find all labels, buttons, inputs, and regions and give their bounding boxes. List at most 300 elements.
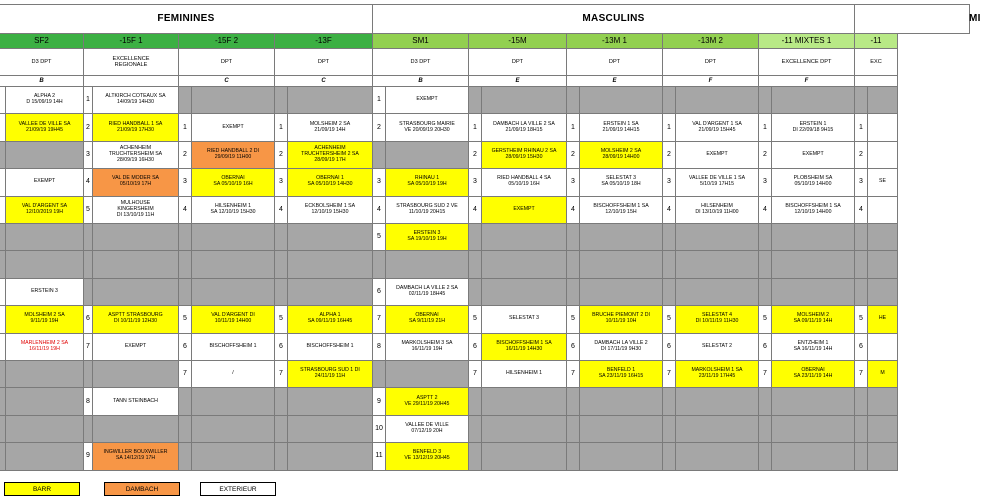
match-cell: RIED HANDBALL 1 SA 21/09/19 17H30 bbox=[93, 114, 179, 141]
round-number bbox=[373, 142, 386, 169]
round-number: 5 bbox=[469, 306, 482, 333]
match-cell: ERSTEIN 3 bbox=[6, 279, 84, 306]
match-cell bbox=[676, 388, 759, 415]
round-number bbox=[567, 87, 580, 114]
round-number bbox=[275, 416, 288, 443]
match-cell: BISCHOFFSHEIM 1 SA 12/10/19 14H00 bbox=[772, 197, 855, 224]
round-number bbox=[567, 279, 580, 306]
match-cell bbox=[482, 443, 567, 470]
match-cell bbox=[772, 388, 855, 415]
match-cell bbox=[868, 334, 898, 361]
round-number: 5 bbox=[567, 306, 580, 333]
match-cell bbox=[192, 87, 275, 114]
round-number: 1 bbox=[373, 87, 386, 114]
level-header: DPT bbox=[567, 49, 663, 76]
match-cell bbox=[580, 251, 663, 278]
match-cell bbox=[676, 251, 759, 278]
match-cell bbox=[772, 443, 855, 470]
round-number bbox=[84, 224, 93, 251]
match-cell: ALTKIRCH COTEAUX SA 14/09/19 14H30 bbox=[93, 87, 179, 114]
match-cell: BRUCHE PIEMONT 2 DI 10/11/19 10H bbox=[580, 306, 663, 333]
match-cell bbox=[482, 224, 567, 251]
match-cell: STRASBOURG SUD 1 DI 24/11/19 11H bbox=[288, 361, 373, 388]
match-cell: ERSTEIN 1 DI 22/09/18 9H15 bbox=[772, 114, 855, 141]
match-cell bbox=[580, 279, 663, 306]
round-number bbox=[567, 416, 580, 443]
round-number: 4 bbox=[567, 197, 580, 224]
round-number: 6 bbox=[759, 334, 772, 361]
match-cell bbox=[772, 224, 855, 251]
match-cell: SELESTAT 4 DI 10/11/19 11H30 bbox=[676, 306, 759, 333]
round-number: 5 bbox=[855, 306, 868, 333]
round-number bbox=[179, 87, 192, 114]
round-number: 7 bbox=[469, 361, 482, 388]
round-number: 7 bbox=[84, 334, 93, 361]
match-cell: SELESTAT 3 SA 05/10/19 18H bbox=[580, 169, 663, 196]
pool-header: B bbox=[373, 76, 469, 87]
match-cell: VALLEE DE VILLE 07/12/19 20H bbox=[386, 416, 469, 443]
round-number bbox=[469, 388, 482, 415]
match-cell bbox=[482, 87, 567, 114]
match-cell bbox=[676, 279, 759, 306]
match-cell bbox=[6, 361, 84, 388]
legend-exterieur: EXTERIEUR bbox=[200, 482, 276, 496]
match-cell: EXEMPT bbox=[676, 142, 759, 169]
match-cell: EXEMPT bbox=[482, 197, 567, 224]
level-header: DPT bbox=[469, 49, 567, 76]
round-number bbox=[469, 87, 482, 114]
pool-header: C bbox=[179, 76, 275, 87]
round-number: 5 bbox=[275, 306, 288, 333]
match-cell: MULHOUSE KINGERSHEIM DI 13/10/19 11H bbox=[93, 197, 179, 224]
round-number bbox=[855, 87, 868, 114]
match-cell: ALPHA 2 D 15/09/19 14H bbox=[6, 87, 84, 114]
round-number: 6 bbox=[373, 279, 386, 306]
round-number: 3 bbox=[567, 169, 580, 196]
match-cell bbox=[288, 251, 373, 278]
round-number bbox=[663, 443, 676, 470]
round-number: 6 bbox=[855, 334, 868, 361]
round-number: 6 bbox=[275, 334, 288, 361]
round-number: 1 bbox=[179, 114, 192, 141]
round-number: 4 bbox=[84, 169, 93, 196]
match-cell bbox=[772, 87, 855, 114]
section-header: MI bbox=[855, 4, 970, 34]
round-number bbox=[275, 224, 288, 251]
match-cell: OBERNAI SA 9/11/19 21H bbox=[386, 306, 469, 333]
level-header: D3 DPT bbox=[373, 49, 469, 76]
match-cell bbox=[93, 361, 179, 388]
round-number: 3 bbox=[855, 169, 868, 196]
round-number: 2 bbox=[567, 142, 580, 169]
match-cell bbox=[192, 388, 275, 415]
round-number: 5 bbox=[759, 306, 772, 333]
match-cell bbox=[676, 443, 759, 470]
match-cell bbox=[482, 251, 567, 278]
match-cell: ERSTEIN 1 SA 21/09/19 14H15 bbox=[580, 114, 663, 141]
pool-header: E bbox=[469, 76, 567, 87]
category-header: -11 MIXTES 1 bbox=[759, 34, 855, 49]
round-number bbox=[663, 251, 676, 278]
match-cell: EXEMPT bbox=[6, 169, 84, 196]
match-cell: GERSTHEIM RHINAU 2 SA 28/09/19 15H30 bbox=[482, 142, 567, 169]
round-number: 7 bbox=[567, 361, 580, 388]
round-number bbox=[759, 87, 772, 114]
match-cell: ENTZHEIM 1 SA 16/11/19 14H bbox=[772, 334, 855, 361]
level-header: EXCELLENCE DPT bbox=[759, 49, 855, 76]
match-cell bbox=[93, 224, 179, 251]
round-number: 3 bbox=[759, 169, 772, 196]
match-cell bbox=[93, 251, 179, 278]
match-cell: VALLEE DE VILLE SA 21/09/19 19H45 bbox=[6, 114, 84, 141]
match-cell bbox=[580, 224, 663, 251]
round-number: 4 bbox=[663, 197, 676, 224]
match-cell bbox=[6, 224, 84, 251]
match-cell bbox=[192, 279, 275, 306]
section-header: FEMININES bbox=[0, 4, 373, 34]
match-cell: RHINAU 1 SA 05/10/19 19H bbox=[386, 169, 469, 196]
round-number bbox=[84, 361, 93, 388]
match-cell bbox=[386, 142, 469, 169]
category-header: -11 bbox=[855, 34, 898, 49]
category-header: -15M bbox=[469, 34, 567, 49]
match-cell: M bbox=[868, 361, 898, 388]
match-cell: BISCHOFFSHEIM 1 SA 12/10/19 15H bbox=[580, 197, 663, 224]
match-cell bbox=[772, 279, 855, 306]
round-number bbox=[469, 443, 482, 470]
category-header: SF2 bbox=[0, 34, 84, 49]
match-cell: VAL D'ARGENT 1 SA 21/09/19 15H45 bbox=[676, 114, 759, 141]
level-header: DPT bbox=[663, 49, 759, 76]
match-cell bbox=[6, 388, 84, 415]
match-cell bbox=[288, 416, 373, 443]
round-number: 6 bbox=[84, 306, 93, 333]
match-cell: EXEMPT bbox=[93, 334, 179, 361]
round-number bbox=[759, 416, 772, 443]
round-number: 4 bbox=[373, 197, 386, 224]
round-number: 6 bbox=[179, 334, 192, 361]
match-cell bbox=[482, 279, 567, 306]
match-cell bbox=[580, 87, 663, 114]
category-header: -13F bbox=[275, 34, 373, 49]
round-number bbox=[275, 87, 288, 114]
round-number: 1 bbox=[663, 114, 676, 141]
round-number: 1 bbox=[855, 114, 868, 141]
match-cell: MARKOLSHEIM 1 SA 23/11/19 17H45 bbox=[676, 361, 759, 388]
pool-header: C bbox=[275, 76, 373, 87]
match-cell bbox=[386, 251, 469, 278]
round-number: 7 bbox=[855, 361, 868, 388]
match-cell bbox=[676, 224, 759, 251]
round-number bbox=[275, 251, 288, 278]
round-number bbox=[855, 388, 868, 415]
category-header: SM1 bbox=[373, 34, 469, 49]
round-number: 5 bbox=[84, 197, 93, 224]
round-number: 2 bbox=[179, 142, 192, 169]
round-number: 4 bbox=[469, 197, 482, 224]
match-cell bbox=[93, 416, 179, 443]
round-number: 6 bbox=[567, 334, 580, 361]
match-cell: ERSTEIN 3 SA 19/10/19 19H bbox=[386, 224, 469, 251]
round-number: 3 bbox=[663, 169, 676, 196]
match-cell bbox=[868, 443, 898, 470]
match-cell: OBERNAI 1 SA 05/10/19 14H30 bbox=[288, 169, 373, 196]
category-header: -15F 1 bbox=[84, 34, 179, 49]
match-cell: ASPTT 2 VE 29/11/19 20H45 bbox=[386, 388, 469, 415]
round-number: 2 bbox=[275, 142, 288, 169]
match-cell bbox=[676, 416, 759, 443]
round-number bbox=[663, 388, 676, 415]
round-number: 1 bbox=[469, 114, 482, 141]
round-number: 9 bbox=[84, 443, 93, 470]
match-cell: BISCHOFFSHEIM 1 SA 16/11/19 14H30 bbox=[482, 334, 567, 361]
round-number bbox=[179, 251, 192, 278]
round-number bbox=[855, 416, 868, 443]
match-cell: RIED HANDBALL 2 DI 29/09/19 11H00 bbox=[192, 142, 275, 169]
legend-barr: BARR bbox=[4, 482, 80, 496]
pool-header: E bbox=[567, 76, 663, 87]
round-number bbox=[469, 224, 482, 251]
round-number: 9 bbox=[373, 388, 386, 415]
round-number: 4 bbox=[759, 197, 772, 224]
match-cell: PLOBSHEIM SA 05/10/19 14H00 bbox=[772, 169, 855, 196]
match-cell bbox=[288, 279, 373, 306]
round-number bbox=[759, 224, 772, 251]
match-cell bbox=[868, 142, 898, 169]
round-number: 5 bbox=[663, 306, 676, 333]
match-cell bbox=[580, 443, 663, 470]
match-cell: EXEMPT bbox=[386, 87, 469, 114]
round-number: 2 bbox=[855, 142, 868, 169]
match-cell: DAMBACH LA VILLE 2 DI 17/11/19 9H30 bbox=[580, 334, 663, 361]
round-number bbox=[567, 224, 580, 251]
match-cell bbox=[482, 388, 567, 415]
round-number bbox=[275, 388, 288, 415]
match-cell bbox=[868, 251, 898, 278]
level-header: EXC bbox=[855, 49, 898, 76]
match-cell bbox=[868, 87, 898, 114]
round-number: 1 bbox=[567, 114, 580, 141]
round-number: 2 bbox=[469, 142, 482, 169]
match-cell: ECKBOLSHEIM 1 SA 12/10/19 15H30 bbox=[288, 197, 373, 224]
match-cell bbox=[772, 251, 855, 278]
pool-header: F bbox=[759, 76, 855, 87]
match-cell bbox=[6, 416, 84, 443]
match-cell: MOLSHEIM 2 SA 28/09/19 14H00 bbox=[580, 142, 663, 169]
level-header: D3 DPT bbox=[0, 49, 84, 76]
round-number: 7 bbox=[179, 361, 192, 388]
round-number bbox=[663, 87, 676, 114]
round-number bbox=[373, 361, 386, 388]
match-cell bbox=[676, 87, 759, 114]
round-number bbox=[469, 279, 482, 306]
match-cell bbox=[288, 443, 373, 470]
round-number bbox=[179, 279, 192, 306]
category-header: -13M 1 bbox=[567, 34, 663, 49]
match-cell: SE bbox=[868, 169, 898, 196]
match-cell: STRASBOURG SUD 2 VE 11/10/19 20H15 bbox=[386, 197, 469, 224]
match-cell: EXEMPT bbox=[772, 142, 855, 169]
match-cell: BENFELD 1 SA 23/11/19 16H15 bbox=[580, 361, 663, 388]
level-header: DPT bbox=[179, 49, 275, 76]
round-number: 1 bbox=[275, 114, 288, 141]
round-number: 2 bbox=[759, 142, 772, 169]
match-cell: ALPHA 1 SA 09/11/19 16H45 bbox=[288, 306, 373, 333]
round-number bbox=[759, 388, 772, 415]
match-cell: SELESTAT 3 bbox=[482, 306, 567, 333]
match-cell: VAL D'ARGENT DI 10/11/19 14H00 bbox=[192, 306, 275, 333]
match-cell bbox=[192, 443, 275, 470]
round-number bbox=[567, 251, 580, 278]
match-cell: DAMBACH LA VILLE 2 SA 02/11/19 18H45 bbox=[386, 279, 469, 306]
match-cell bbox=[192, 416, 275, 443]
match-cell bbox=[868, 416, 898, 443]
round-number: 3 bbox=[84, 142, 93, 169]
match-cell bbox=[192, 251, 275, 278]
round-number: 5 bbox=[179, 306, 192, 333]
match-cell bbox=[772, 416, 855, 443]
round-number bbox=[855, 443, 868, 470]
match-cell bbox=[580, 416, 663, 443]
match-cell: HILSENHEIM DI 13/10/19 11H00 bbox=[676, 197, 759, 224]
match-cell: BENFELD 3 VE 13/12/19 20H45 bbox=[386, 443, 469, 470]
match-cell: STRASBOURG MAIRIE VE 20/09/19 20H30 bbox=[386, 114, 469, 141]
match-cell: MOLSHEIM 2 SA 9/11/19 19H bbox=[6, 306, 84, 333]
pool-header bbox=[84, 76, 179, 87]
match-cell: EXEMPT bbox=[192, 114, 275, 141]
round-number bbox=[663, 279, 676, 306]
level-header: EXCELLENCE REGIONALE bbox=[84, 49, 179, 76]
match-cell: VALLEE DE VILLE 1 SA 5/10/19 17H15 bbox=[676, 169, 759, 196]
match-cell: HILSENHEIM 1 SA 12/10/19 15H30 bbox=[192, 197, 275, 224]
round-number: 2 bbox=[84, 114, 93, 141]
match-cell bbox=[93, 279, 179, 306]
match-cell: HE bbox=[868, 306, 898, 333]
round-number bbox=[759, 279, 772, 306]
round-number bbox=[275, 279, 288, 306]
match-cell bbox=[6, 251, 84, 278]
match-cell: MARLENHEIM 2 SA 16/11/19 19H bbox=[6, 334, 84, 361]
match-cell: / bbox=[192, 361, 275, 388]
match-cell: TANN STEINBACH bbox=[93, 388, 179, 415]
round-number: 1 bbox=[84, 87, 93, 114]
match-cell bbox=[288, 224, 373, 251]
match-cell: MOLSHEIM 2 SA 09/11/19 14H bbox=[772, 306, 855, 333]
match-cell: HILSENHEIM 1 bbox=[482, 361, 567, 388]
match-cell bbox=[288, 87, 373, 114]
match-cell bbox=[580, 388, 663, 415]
match-cell bbox=[868, 114, 898, 141]
round-number: 7 bbox=[373, 306, 386, 333]
round-number bbox=[567, 443, 580, 470]
round-number: 3 bbox=[275, 169, 288, 196]
round-number bbox=[179, 443, 192, 470]
round-number: 7 bbox=[759, 361, 772, 388]
round-number: 10 bbox=[373, 416, 386, 443]
match-cell bbox=[192, 224, 275, 251]
match-cell bbox=[6, 443, 84, 470]
round-number bbox=[759, 251, 772, 278]
match-cell bbox=[288, 388, 373, 415]
round-number: 4 bbox=[275, 197, 288, 224]
match-cell bbox=[6, 142, 84, 169]
level-header: DPT bbox=[275, 49, 373, 76]
match-cell: VAL D'ARGENT SA 12/10/2019 19H bbox=[6, 197, 84, 224]
round-number bbox=[84, 251, 93, 278]
match-cell: BISCHOFFSHEIM 1 bbox=[192, 334, 275, 361]
match-cell bbox=[868, 279, 898, 306]
match-cell: OBERNAI SA 05/10/19 16H bbox=[192, 169, 275, 196]
round-number bbox=[179, 388, 192, 415]
round-number: 3 bbox=[373, 169, 386, 196]
round-number: 1 bbox=[759, 114, 772, 141]
match-cell bbox=[868, 388, 898, 415]
section-header: MASCULINS bbox=[373, 4, 855, 34]
round-number: 4 bbox=[179, 197, 192, 224]
round-number: 4 bbox=[855, 197, 868, 224]
match-cell: ACHENHEIM TRUCHTERSHEIM SA 28/09/19 16H30 bbox=[93, 142, 179, 169]
round-number bbox=[663, 224, 676, 251]
pool-header bbox=[855, 76, 898, 87]
match-cell: BISCHOFFSHEIM 1 bbox=[288, 334, 373, 361]
round-number bbox=[469, 416, 482, 443]
round-number bbox=[567, 388, 580, 415]
round-number: 3 bbox=[469, 169, 482, 196]
round-number bbox=[855, 251, 868, 278]
round-number bbox=[179, 416, 192, 443]
round-number bbox=[373, 251, 386, 278]
round-number bbox=[663, 416, 676, 443]
round-number: 6 bbox=[469, 334, 482, 361]
round-number: 3 bbox=[179, 169, 192, 196]
round-number bbox=[84, 279, 93, 306]
round-number bbox=[855, 279, 868, 306]
match-cell: INGWILLER BOUXWILLER SA 14/12/19 17H bbox=[93, 443, 179, 470]
round-number bbox=[179, 224, 192, 251]
match-cell: RIED HANDBALL 4 SA 05/10/19 16H bbox=[482, 169, 567, 196]
match-cell: VAL DE MODER SA 05/10/19 17H bbox=[93, 169, 179, 196]
match-cell: MARKOLSHEIM 3 SA 16/11/19 19H bbox=[386, 334, 469, 361]
match-cell: ASPTT STRASBOURG DI 10/11/19 12H30 bbox=[93, 306, 179, 333]
round-number bbox=[855, 224, 868, 251]
round-number: 6 bbox=[663, 334, 676, 361]
round-number: 7 bbox=[275, 361, 288, 388]
match-cell: DAMBACH LA VILLE 2 SA 21/09/19 18H15 bbox=[482, 114, 567, 141]
pool-header: B bbox=[0, 76, 84, 87]
match-cell: OBERNAI SA 23/11/19 14H bbox=[772, 361, 855, 388]
legend-dambach: DAMBACH bbox=[104, 482, 180, 496]
pool-header: F bbox=[663, 76, 759, 87]
round-number bbox=[759, 443, 772, 470]
round-number: 2 bbox=[373, 114, 386, 141]
match-cell: MOLSHEIM 2 SA 21/09/19 14H bbox=[288, 114, 373, 141]
round-number: 2 bbox=[663, 142, 676, 169]
match-cell: ACHENHEIM TRUCHTERSHEIM 2 SA 28/09/19 17H bbox=[288, 142, 373, 169]
match-cell bbox=[868, 197, 898, 224]
match-cell: SELESTAT 2 bbox=[676, 334, 759, 361]
category-header: -15F 2 bbox=[179, 34, 275, 49]
round-number: 8 bbox=[373, 334, 386, 361]
match-cell bbox=[868, 224, 898, 251]
round-number: 5 bbox=[373, 224, 386, 251]
round-number bbox=[275, 443, 288, 470]
round-number bbox=[469, 251, 482, 278]
round-number bbox=[84, 416, 93, 443]
round-number: 11 bbox=[373, 443, 386, 470]
round-number: 7 bbox=[663, 361, 676, 388]
match-cell bbox=[386, 361, 469, 388]
round-number: 8 bbox=[84, 388, 93, 415]
